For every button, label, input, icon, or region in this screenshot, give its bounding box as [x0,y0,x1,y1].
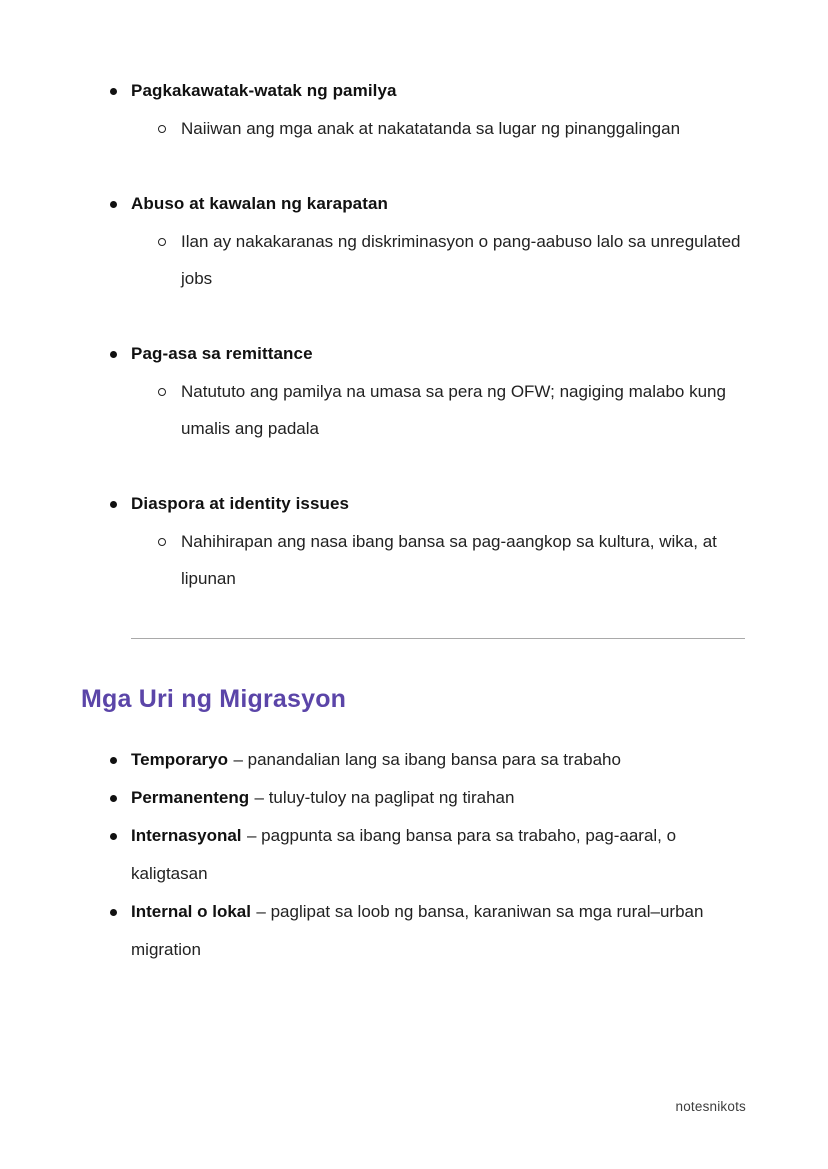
list-subitem: Natututo ang pamilya na umasa sa pera ng OFW; nagiging malabo kung umalis ang padala [181,373,745,447]
list-item-desc: – panandalian lang sa ibang bansa para sa trabaho [233,750,621,769]
list-item [131,335,745,447]
list-item-desc: – pagpunta sa ibang bansa para sa trabaho, pag-aaral, o kaligtasan [131,826,677,883]
list-item [131,817,745,893]
list-item-term: Internasyonal [131,826,242,845]
list-item [131,72,745,147]
list-item [131,485,745,597]
list-item-title: Diaspora at identity issues [131,494,350,513]
list-item-desc: – tuluy-tuloy na paglipat ng tirahan [254,788,515,807]
types-list [131,741,745,969]
list-item-term: Permanenteng [131,788,250,807]
list-subitem: Ilan ay nakakaranas ng diskriminasyon o pang-aabuso lalo sa unregulated jobs [181,223,745,297]
page-content [0,72,828,969]
sublist [131,523,745,597]
list-item-title: Pagkakawatak-watak ng pamilya [131,81,397,100]
effects-list [131,72,745,597]
footer-watermark: notesnikots [675,1099,746,1114]
sublist [131,223,745,297]
section-divider [131,638,745,639]
section-heading: Mga Uri ng Migrasyon [81,685,347,713]
list-item-title: Pag-asa sa remittance [131,344,313,363]
list-item [131,893,745,969]
list-item [131,779,745,817]
list-item-title: Abuso at kawalan ng karapatan [131,194,389,213]
list-item [131,741,745,779]
list-item-term: Internal o lokal [131,902,251,921]
sublist [131,373,745,447]
list-subitem: Nahihirapan ang nasa ibang bansa sa pag-aangkop sa kultura, wika, at lipunan [181,523,745,597]
list-item [131,185,745,297]
sublist [131,110,745,147]
list-item-desc: – paglipat sa loob ng bansa, karaniwan sa mga rural–urban migration [131,902,704,959]
list-item-term: Temporaryo [131,750,228,769]
list-subitem: Naiiwan ang mga anak at nakatatanda sa lugar ng pinanggalingan [181,110,745,147]
